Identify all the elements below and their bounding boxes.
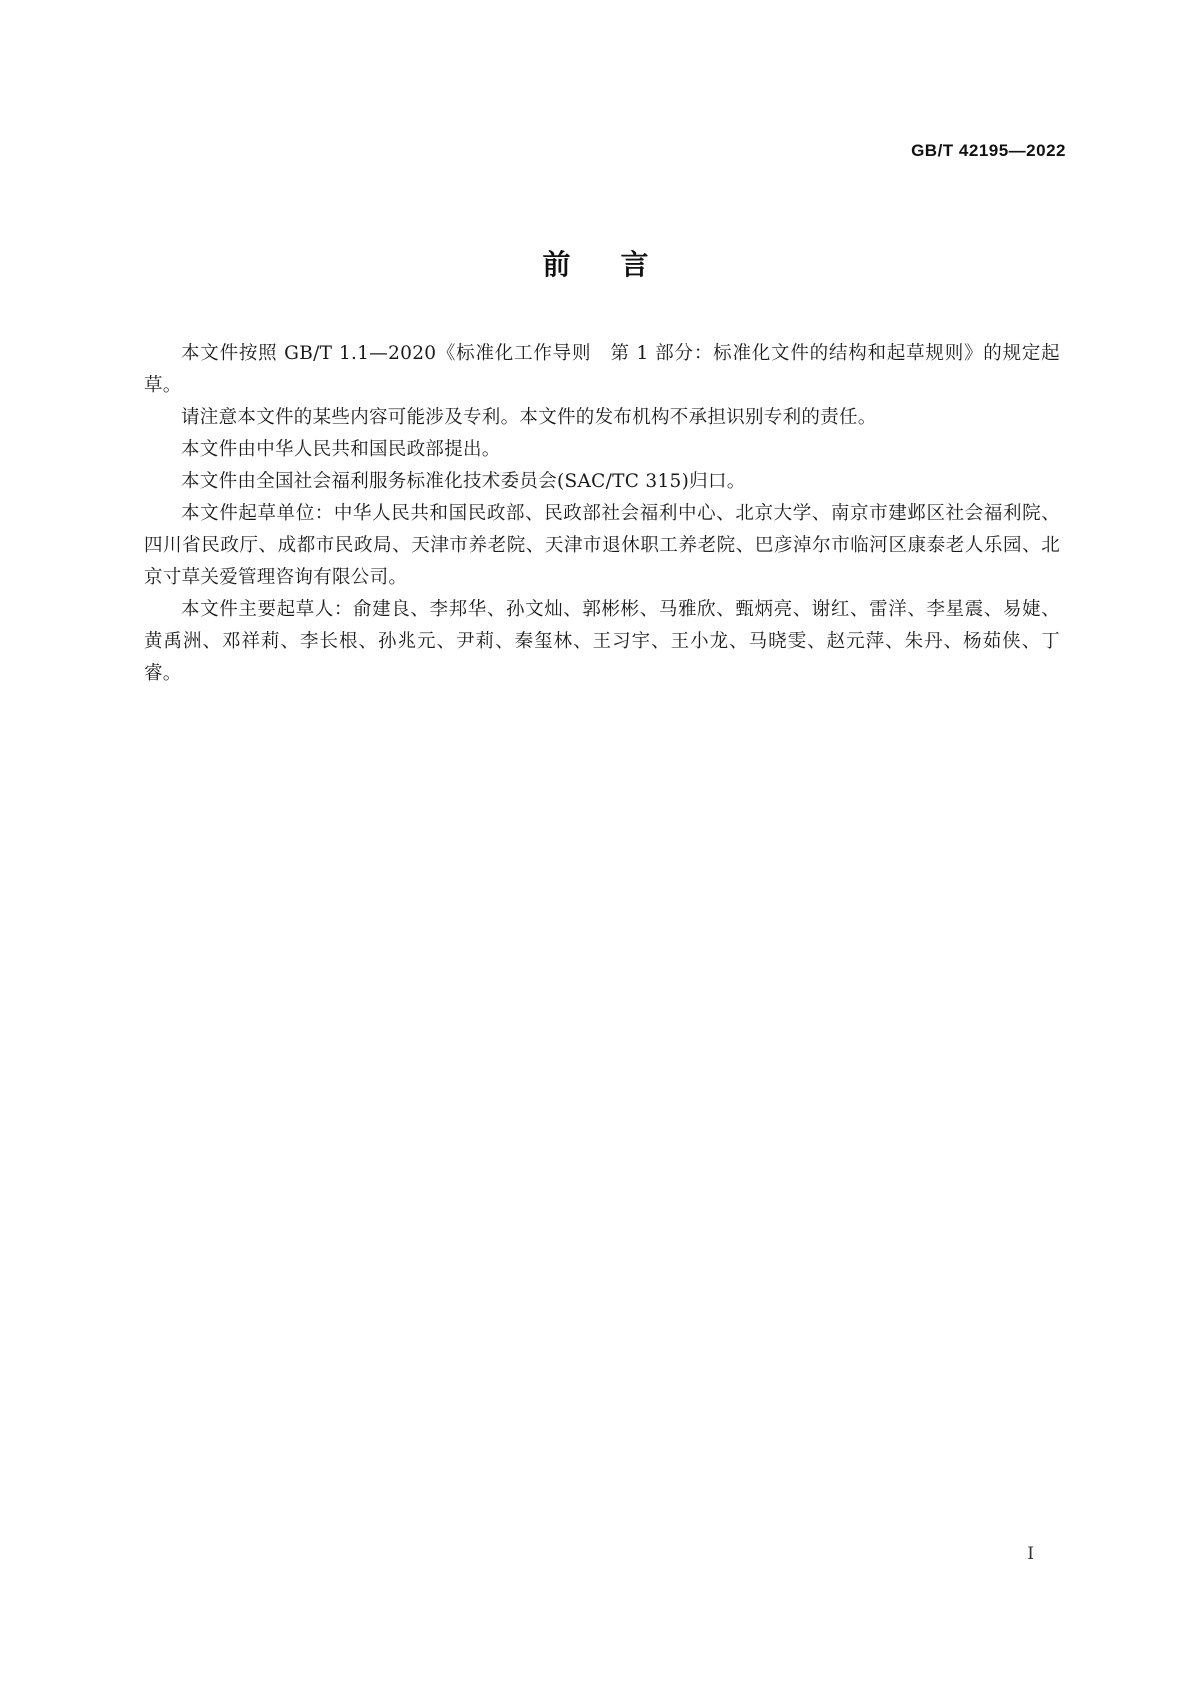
paragraph-patent-notice: 请注意本文件的某些内容可能涉及专利。本文件的发布机构不承担识别专利的责任。 xyxy=(181,407,877,428)
foreword-body xyxy=(144,338,1060,690)
paragraph-drafters: 本文件主要起草人：俞建良、李邦华、孙文灿、郭彬彬、马雅欣、甄炳亮、谢红、雷洋、李星震、易婕、黄禹洲、邓祥莉、李长根、孙兆元、尹莉、秦玺林、王习宇、王小龙、马晓雯、赵元萍、朱丹、杨茹侠、丁睿。 xyxy=(144,599,1060,684)
standard-code: GB/T 42195—2022 xyxy=(911,141,1066,160)
page-title: 前言 xyxy=(542,248,699,281)
paragraph-drafting-organizations: 本文件起草单位：中华人民共和国民政部、民政部社会福利中心、北京大学、南京市建邺区社会福利院、四川省民政厅、成都市民政局、天津市养老院、天津市退休职工养老院、巴彦淖尔市临河区康泰老人乐园、北京寸草关爱管理咨询有限公司。 xyxy=(144,503,1060,588)
paragraph-drafting-rules: 本文件按照 GB/T 1.1—2020《标准化工作导则 第 1 部分：标准化文件的结构和起草规则》的规定起草。 xyxy=(144,343,1060,396)
paragraph-proposer: 本文件由中华人民共和国民政部提出。 xyxy=(181,439,501,460)
page-number: I xyxy=(1027,1544,1034,1564)
paragraph-technical-committee: 本文件由全国社会福利服务标准化技术委员会(SAC/TC 315)归口。 xyxy=(181,471,746,492)
